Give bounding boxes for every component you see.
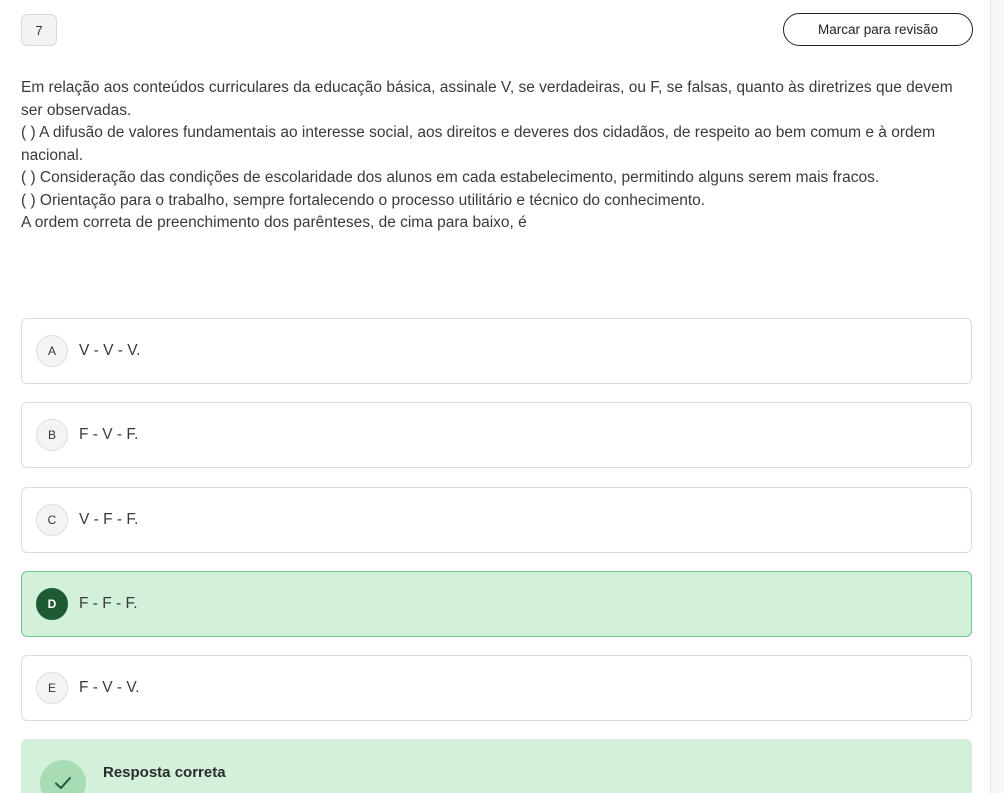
option-e[interactable] (21, 655, 972, 721)
option-letter-c: C (36, 504, 68, 536)
option-letter-b: B (36, 419, 68, 451)
option-b[interactable] (21, 402, 972, 468)
question-intro: Em relação aos conteúdos curriculares da educação básica, assinale V, se verdadeiras, ou F, se falsas, quanto às diretrizes que devem ser observadas. (21, 79, 953, 119)
question-statement (21, 77, 971, 235)
check-icon (40, 760, 86, 793)
option-text-a: V - V - V. (79, 342, 141, 359)
option-letter-d: D (36, 588, 68, 620)
option-text-e: F - V - V. (79, 679, 140, 696)
option-d[interactable] (21, 571, 972, 637)
option-a[interactable] (21, 318, 972, 384)
mark-for-review-button[interactable] (783, 13, 973, 46)
option-c[interactable] (21, 487, 972, 553)
statement-1: ( ) A difusão de valores fundamentais ao interesse social, aos direitos e deveres dos cidadãos, de respeito ao bem comum e à ordem nacional. (21, 124, 936, 164)
feedback-title: Resposta correta (103, 764, 226, 781)
question-number: 7 (35, 22, 43, 38)
statement-3: ( ) Orientação para o trabalho, sempre fortalecendo o processo utilitário e técnico do conhecimento. (21, 191, 706, 209)
question-prompt: A ordem correta de preenchimento dos parênteses, de cima para baixo, é (21, 214, 527, 231)
scrollbar[interactable] (990, 0, 1004, 793)
option-letter-e: E (36, 672, 68, 704)
option-letter-a: A (36, 335, 68, 367)
question-number-badge (21, 14, 57, 46)
option-text-b: F - V - F. (79, 426, 139, 443)
mark-for-review-label: Marcar para revisão (817, 22, 939, 37)
option-text-c: V - F - F. (79, 511, 139, 528)
answer-feedback-panel (21, 739, 972, 793)
option-text-d: F - F - F. (79, 595, 138, 612)
statement-2: ( ) Consideração das condições de escolaridade dos alunos em cada estabelecimento, permitindo alguns serem mais fracos. (21, 169, 880, 186)
